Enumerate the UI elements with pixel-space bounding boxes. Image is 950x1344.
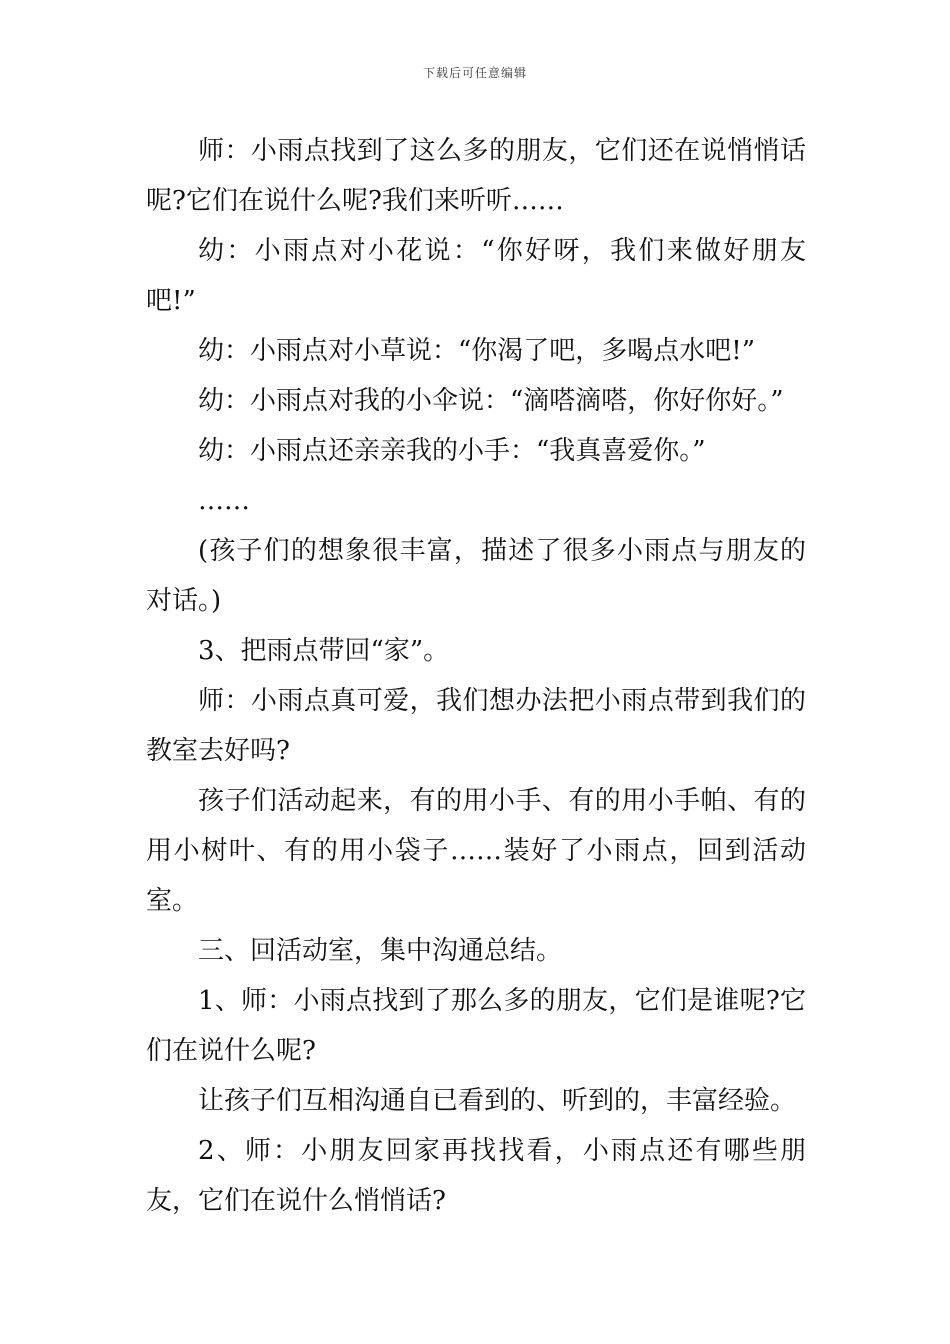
paragraph-10: 孩子们活动起来，有的用小手、有的用小手帕、有的用小树叶、有的用小袋子……装好了小雨点，回到活动室。 <box>146 786 806 916</box>
paragraph-11: 三、回活动室，集中沟通总结。 <box>198 936 563 966</box>
paragraph-5: 幼：小雨点还亲亲我的小手：“我真喜爱你。” <box>198 436 706 466</box>
paragraph-13: 让孩子们互相沟通自已看到的、听到的，丰富经验。 <box>198 1086 797 1116</box>
paragraph-9: 师：小雨点真可爱，我们想办法把小雨点带到我们的教室去好吗? <box>146 686 806 766</box>
paragraph-2: 幼：小雨点对小花说：“你好呀，我们来做好朋友吧!” <box>146 236 806 316</box>
paragraph-14: 2、师：小朋友回家再找找看，小雨点还有哪些朋友，它们在说什么悄悄话? <box>146 1136 806 1216</box>
paragraph-6: …… <box>198 486 250 516</box>
paragraph-8: 3、把雨点带回“家”。 <box>198 636 450 666</box>
paragraph-12: 1、师：小雨点找到了那么多的朋友，它们是谁呢?它们在说什么呢? <box>146 986 806 1066</box>
paragraph-4: 幼：小雨点对我的小伞说：“滴嗒滴嗒，你好你好。” <box>198 386 784 416</box>
page-header: 下载后可任意编辑 <box>422 66 527 80</box>
paragraph-3: 幼：小雨点对小草说：“你渴了吧，多喝点水吧!” <box>198 336 756 366</box>
paragraph-1: 师：小雨点找到了这么多的朋友，它们还在说悄悄话呢?它们在说什么呢?我们来听听…… <box>146 136 806 216</box>
document-body <box>146 126 806 1226</box>
paragraph-7: (孩子们的想象很丰富，描述了很多小雨点与朋友的对话。) <box>146 536 806 616</box>
